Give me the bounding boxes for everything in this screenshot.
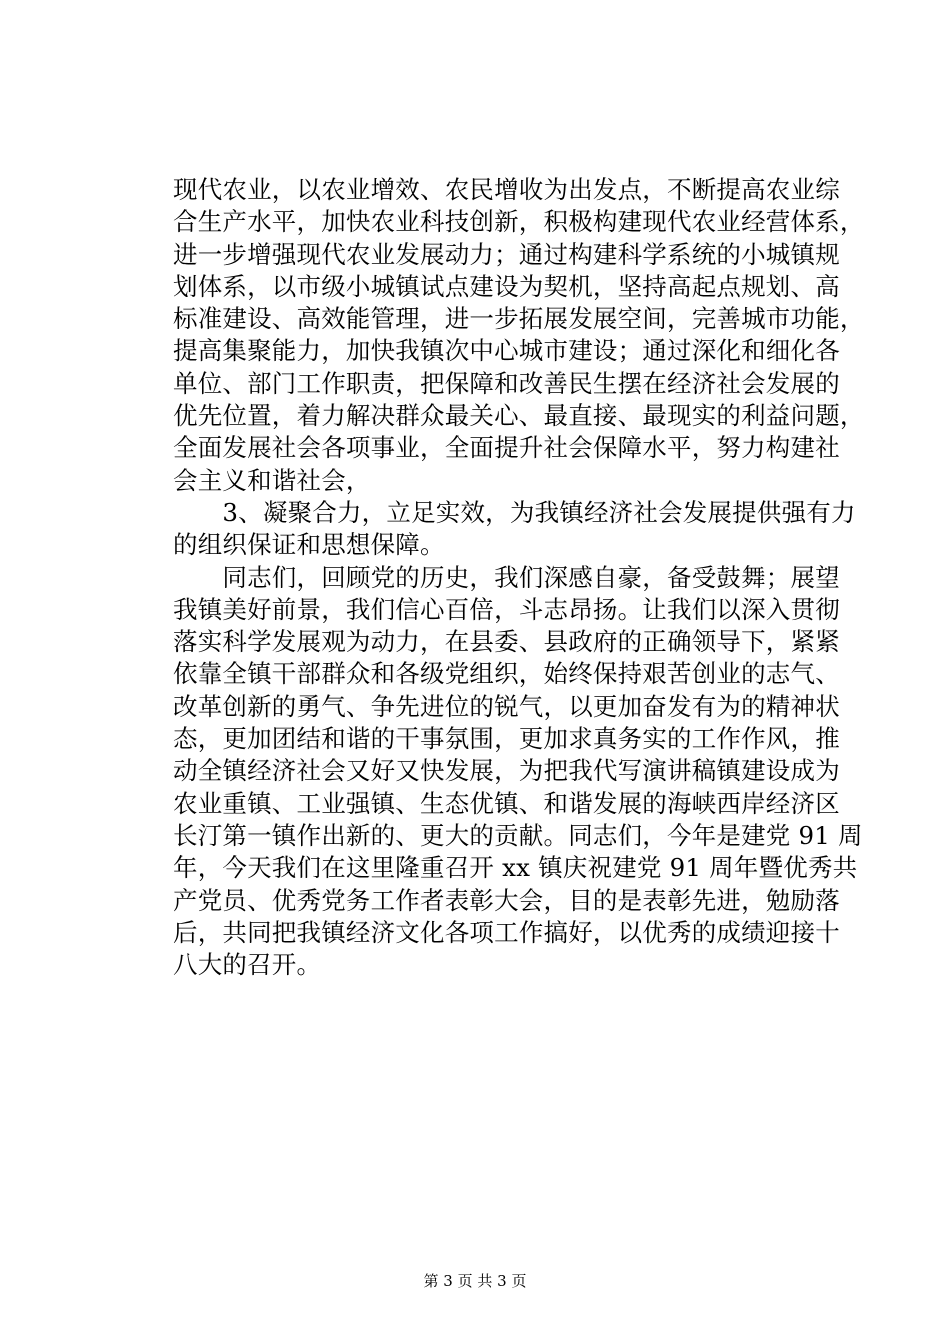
text-line: 会主义和谐社会， bbox=[173, 465, 371, 495]
text-line: 现代农业，以农业增效、农民增收为出发点，不断提高农业综 bbox=[173, 175, 840, 204]
text-line: 提高集聚能力，加快我镇次中心城市建设；通过深化和细化各 bbox=[173, 336, 840, 366]
text-line: 单位、部门工作职责，把保障和改善民生摆在经济社会发展的 bbox=[173, 368, 840, 398]
text-line: 我镇美好前景，我们信心百倍，斗志昂扬。让我们以深入贯彻 bbox=[173, 594, 840, 624]
text-line: 同志们，回顾党的历史，我们深感自豪，备受鼓舞；展望 bbox=[173, 562, 840, 592]
text-line: 标准建设、高效能管理，进一步拓展发展空间，完善城市功能， bbox=[173, 304, 865, 334]
text-line: 后，共同把我镇经济文化各项工作搞好，以优秀的成绩迎接十 bbox=[173, 917, 840, 947]
text-line: 合生产水平，加快农业科技创新，积极构建现代农业经营体系， bbox=[173, 207, 865, 237]
text-line: 依靠全镇干部群众和各级党组织，始终保持艰苦创业的志气、 bbox=[173, 659, 840, 689]
text-line: 长汀第一镇作出新的、更大的贡献。同志们，今年是建党 91 周 bbox=[173, 820, 863, 850]
text-line: 划体系，以市级小城镇试点建设为契机，坚持高起点规划、高 bbox=[173, 271, 840, 301]
text-line: 农业重镇、工业强镇、生态优镇、和谐发展的海峡西岸经济区 bbox=[173, 788, 840, 818]
text-line: 态，更加团结和谐的干事氛围，更加求真务实的工作作风，推 bbox=[173, 724, 840, 754]
text-line: 进一步增强现代农业发展动力；通过构建科学系统的小城镇规 bbox=[173, 239, 840, 269]
text-line: 落实科学发展观为动力，在县委、县政府的正确领导下，紧紧 bbox=[173, 627, 840, 657]
text-line: 3、凝聚合力，立足实效，为我镇经济社会发展提供强有力 bbox=[173, 497, 856, 527]
text-line: 动全镇经济社会又好又快发展，为把我代写演讲稿镇建设成为 bbox=[173, 756, 840, 786]
text-line: 年，今天我们在这里隆重召开 xx 镇庆祝建党 91 周年暨优秀共 bbox=[173, 853, 858, 883]
page-number-footer: 第 3 页 共 3 页 bbox=[423, 1272, 527, 1290]
text-line: 优先位置，着力解决群众最关心、最直接、最现实的利益问题， bbox=[173, 401, 865, 431]
body-text bbox=[173, 174, 863, 981]
text-line: 的组织保证和思想保障。 bbox=[173, 530, 445, 560]
text-line: 改革创新的勇气、争先进位的锐气，以更加奋发有为的精神状 bbox=[173, 691, 840, 721]
text-line: 八大的召开。 bbox=[173, 950, 322, 980]
text-line: 产党员、优秀党务工作者表彰大会，目的是表彰先进，勉励落 bbox=[173, 885, 840, 915]
text-line: 全面发展社会各项事业，全面提升社会保障水平，努力构建社 bbox=[173, 433, 840, 463]
